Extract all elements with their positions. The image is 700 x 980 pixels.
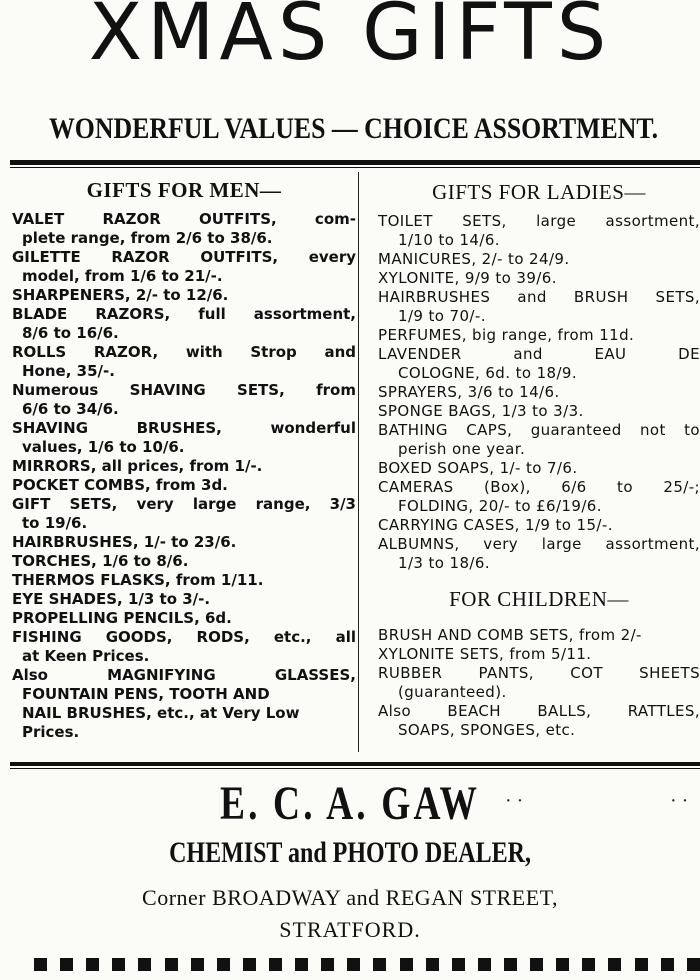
item-text: Also MAGNIFYING GLASSES, — [12, 666, 356, 684]
list-item — [378, 212, 700, 250]
border-square — [635, 958, 648, 971]
border-square — [295, 958, 308, 971]
border-square — [165, 958, 178, 971]
address-line: Corner BROADWAY and REGAN STREET, — [142, 885, 558, 910]
item-text: XYLONITE, 9/9 to 39/6. — [378, 269, 557, 287]
border-square — [191, 958, 204, 971]
item-text: PERFUMES, big range, from 11d. — [378, 326, 635, 344]
gifts-for-ladies-column — [378, 180, 700, 740]
list-item — [378, 645, 700, 664]
item-text: Also BEACH BALLS, RATTLES, — [378, 702, 700, 720]
men-section-title: GIFTS FOR MEN— — [86, 178, 282, 202]
border-square — [347, 958, 360, 971]
item-continuation: perish one year. — [398, 440, 526, 458]
list-item — [12, 666, 356, 742]
list-item — [12, 210, 356, 248]
item-continuation: Prices. — [22, 723, 80, 741]
list-item — [12, 476, 356, 495]
list-item — [12, 609, 356, 628]
men-item-list — [12, 210, 356, 742]
ladies-section-title: GIFTS FOR LADIES— — [432, 180, 646, 204]
list-item — [378, 421, 700, 459]
item-text: SPONGE BAGS, 1/3 to 3/3. — [378, 402, 584, 420]
item-text: TORCHES, 1/6 to 8/6. — [12, 552, 189, 570]
list-item — [378, 288, 700, 326]
item-text: HAIRBRUSHES and BRUSH SETS, — [378, 288, 700, 306]
ladies-item-list — [378, 212, 700, 573]
item-text: SHARPENERS, 2/- to 12/6. — [12, 286, 229, 304]
list-item — [12, 571, 356, 590]
list-item — [378, 250, 700, 269]
border-square — [556, 958, 569, 971]
list-item — [378, 269, 700, 288]
children-item-list — [378, 626, 700, 740]
border-square — [400, 958, 413, 971]
item-continuation: (guaranteed). — [398, 683, 507, 701]
bottom-rule — [10, 762, 700, 766]
list-item — [378, 478, 700, 516]
list-item — [378, 516, 700, 535]
item-text: EYE SHADES, 1/3 to 3/-. — [12, 590, 211, 608]
border-square — [86, 958, 99, 971]
item-continuation: SOAPS, SPONGES, etc. — [398, 721, 576, 739]
item-continuation: 6/6 to 34/6. — [22, 400, 119, 418]
list-item — [12, 343, 356, 381]
item-continuation: model, from 1/6 to 21/-. — [22, 267, 223, 285]
item-text: BRUSH AND COMB SETS, from 2/- — [378, 626, 642, 644]
item-text: TOILET SETS, large assortment, — [378, 212, 700, 230]
list-item — [12, 248, 356, 286]
item-text: PROPELLING PENCILS, 6d. — [12, 609, 232, 627]
border-square — [582, 958, 595, 971]
border-square — [608, 958, 621, 971]
list-item — [378, 326, 700, 345]
list-item — [12, 305, 356, 343]
top-rule — [10, 160, 700, 165]
list-item — [12, 590, 356, 609]
border-square — [217, 958, 230, 971]
border-square — [478, 958, 491, 971]
list-item — [12, 381, 356, 419]
item-text: BOXED SOAPS, 1/- to 7/6. — [378, 459, 578, 477]
list-item — [378, 402, 700, 421]
item-text: ALBUMNS, very large assortment, — [378, 535, 700, 553]
item-continuation: COLOGNE, 6d. to 18/9. — [398, 364, 578, 382]
list-item — [378, 383, 700, 402]
item-text: SPRAYERS, 3/6 to 14/6. — [378, 383, 560, 401]
border-square — [530, 958, 543, 971]
children-section-title: FOR CHILDREN— — [449, 587, 629, 611]
list-item — [378, 535, 700, 573]
item-continuation: at Keen Prices. — [22, 647, 150, 665]
ornament-dots: · · — [670, 790, 689, 812]
border-square — [687, 958, 700, 971]
list-item — [378, 626, 700, 645]
list-item — [378, 664, 700, 702]
town-name: STRATFORD. — [279, 917, 421, 942]
top-rule-thin — [10, 167, 700, 168]
item-text: CAMERAS (Box), 6/6 to 25/-; — [378, 478, 700, 496]
item-text: CARRYING CASES, 1/9 to 15/-. — [378, 516, 613, 534]
item-continuation: Hone, 35/-. — [22, 362, 115, 380]
list-item — [12, 628, 356, 666]
item-continuation: 8/6 to 16/6. — [22, 324, 119, 342]
item-continuation: 1/9 to 70/-. — [398, 307, 486, 325]
decorative-square-border — [34, 958, 700, 974]
column-divider — [358, 172, 359, 752]
ornament-dots: · · — [505, 790, 524, 812]
list-item — [12, 457, 356, 476]
item-text: ROLLS RAZOR, with Strop and — [12, 343, 356, 361]
border-square — [34, 958, 47, 971]
border-square — [504, 958, 517, 971]
item-text: GILETTE RAZOR OUTFITS, every — [12, 248, 356, 266]
item-text: MIRRORS, all prices, from 1/-. — [12, 457, 263, 475]
list-item — [378, 459, 700, 478]
border-square — [452, 958, 465, 971]
item-text: MANICURES, 2/- to 24/9. — [378, 250, 570, 268]
list-item — [12, 533, 356, 552]
item-continuation: FOUNTAIN PENS, TOOTH AND — [22, 685, 270, 703]
headline: XMAS GIFTS — [88, 0, 612, 78]
item-text: THERMOS FLASKS, from 1/11. — [12, 571, 264, 589]
border-square — [373, 958, 386, 971]
border-square — [269, 958, 282, 971]
item-continuation: 1/3 to 18/6. — [398, 554, 490, 572]
item-text: HAIRBRUSHES, 1/- to 23/6. — [12, 533, 237, 551]
border-square — [243, 958, 256, 971]
item-text: FISHING GOODS, RODS, etc., all — [12, 628, 356, 646]
border-square — [661, 958, 674, 971]
item-continuation: to 19/6. — [22, 514, 88, 532]
list-item — [12, 286, 356, 305]
border-square — [112, 958, 125, 971]
list-item — [378, 702, 700, 740]
bottom-rule-thin — [10, 768, 700, 769]
list-item — [12, 495, 356, 533]
item-text: VALET RAZOR OUTFITS, com- — [12, 210, 356, 228]
item-text: BATHING CAPS, guaranteed not to — [378, 421, 700, 439]
item-text: GIFT SETS, very large range, 3/3 — [12, 495, 356, 513]
item-continuation: plete range, from 2/6 to 38/6. — [22, 229, 273, 247]
border-square — [138, 958, 151, 971]
border-square — [321, 958, 334, 971]
list-item — [378, 345, 700, 383]
list-item — [12, 419, 356, 457]
item-continuation: 1/10 to 14/6. — [398, 231, 500, 249]
border-square — [426, 958, 439, 971]
item-text: BLADE RAZORS, full assortment, — [12, 305, 356, 323]
gifts-for-men-column — [12, 178, 356, 742]
subheadline: WONDERFUL VALUES — CHOICE ASSORTMENT. — [49, 112, 659, 145]
item-continuation: NAIL BRUSHES, etc., at Very Low — [22, 704, 300, 722]
item-text: RUBBER PANTS, COT SHEETS — [378, 664, 700, 682]
item-text: Numerous SHAVING SETS, from — [12, 381, 356, 399]
item-continuation: values, 1/6 to 10/6. — [22, 438, 185, 456]
item-text: XYLONITE SETS, from 5/11. — [378, 645, 592, 663]
firm-name: E. C. A. GAW — [219, 777, 481, 830]
item-text: LAVENDER and EAU DE — [378, 345, 700, 363]
list-item — [12, 552, 356, 571]
border-square — [60, 958, 73, 971]
item-text: POCKET COMBS, from 3d. — [12, 476, 228, 494]
trade-description: CHEMIST and PHOTO DEALER, — [169, 836, 531, 869]
item-text: SHAVING BRUSHES, wonderful — [12, 419, 356, 437]
item-continuation: FOLDING, 20/- to £6/19/6. — [398, 497, 602, 515]
